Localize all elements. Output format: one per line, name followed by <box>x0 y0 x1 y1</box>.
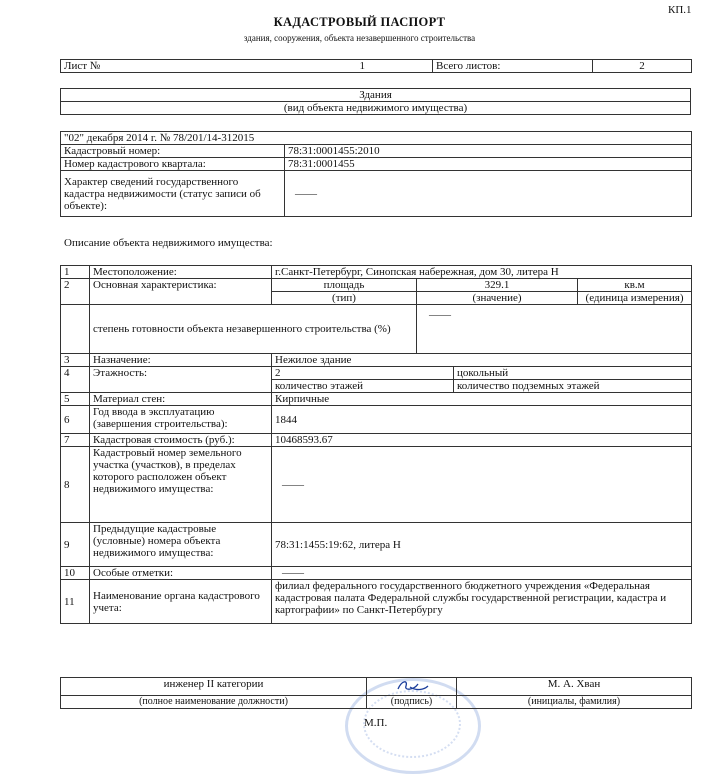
sheet-table <box>60 59 692 73</box>
row-4-underground-caption: количество подземных этажей <box>454 380 692 393</box>
header-info-table <box>60 131 692 217</box>
row-10-label: Особые отметки: <box>90 567 272 580</box>
signer-name: М. А. Хван <box>457 678 692 696</box>
date-line: "02" декабря 2014 г. № 78/201/14-312015 <box>61 132 692 145</box>
row-8-value: —— <box>272 447 692 523</box>
row-6-value: 1844 <box>272 406 692 434</box>
row-9-number: 9 <box>61 523 90 567</box>
row-2-type-caption: (тип) <box>272 292 417 305</box>
row-2-label: Основная характеристика: <box>90 279 272 305</box>
document-title: КАДАСТРОВЫЙ ПАСПОРТ <box>273 15 446 29</box>
row-1-value: г.Санкт-Петербург, Синопская набережная, дом 30, литера Н <box>272 266 692 279</box>
signer-position: инженер II категории <box>61 678 367 696</box>
cadastral-number: 78:31:0001455:2010 <box>285 145 692 158</box>
row-2-readiness-label: степень готовности объекта незавершенного строительства (%) <box>90 305 417 354</box>
row-2-unit-caption: (единица измерения) <box>578 292 692 305</box>
row-4-underground: цокольный <box>454 367 692 380</box>
row-5-value: Кирпичные <box>272 393 692 406</box>
sheet-label: Лист № <box>61 60 293 73</box>
row-9-label: Предыдущие кадастровые (условные) номера объекта недвижимого имущества: <box>90 523 272 567</box>
row-2-unit: кв.м <box>578 279 692 292</box>
row-2-value: 329.1 <box>417 279 578 292</box>
row-11-number: 11 <box>61 580 90 624</box>
sheet-total: 2 <box>593 60 692 73</box>
row-7-value: 10468593.67 <box>272 434 692 447</box>
document-subtitle: здания, сооружения, объекта незавершенного строительства <box>243 33 476 43</box>
row-2-readiness-value: —— <box>417 305 692 354</box>
row-10-value: —— <box>272 567 692 580</box>
row-4-floors: 2 <box>272 367 454 380</box>
sheet-number: 1 <box>293 60 433 73</box>
row-2-readiness-number <box>61 305 90 354</box>
quarter-label: Номер кадастрового квартала: <box>61 158 285 171</box>
row-11-value: филиал федерального государственного бюджетного учреждения «Федеральная кадастровая палата Федеральной службы государственной регистрации, кадастра и картографии» по Санкт-Петербургу <box>272 580 692 624</box>
status-label: Характер сведений государственного кадастра недвижимости (статус записи об объекте): <box>61 171 285 217</box>
row-3-value: Нежилое здание <box>272 354 692 367</box>
signature-mark <box>367 678 457 696</box>
row-11-label: Наименование органа кадастрового учета: <box>90 580 272 624</box>
row-5-number: 5 <box>61 393 90 406</box>
sheet-total-label: Всего листов: <box>433 60 593 73</box>
row-2-type: площадь <box>272 279 417 292</box>
row-6-number: 6 <box>61 406 90 434</box>
row-6-label: Год ввода в эксплуатацию (завершения строительства): <box>90 406 272 434</box>
signature-icon <box>392 678 432 692</box>
row-8-label: Кадастровый номер земельного участка (участков), в пределах которого расположен объект недвижимого имущества: <box>90 447 272 523</box>
row-2-number: 2 <box>61 279 90 305</box>
row-3-label: Назначение: <box>90 354 272 367</box>
description-heading: Описание объекта недвижимого имущества: <box>64 237 273 249</box>
signer-position-caption: (полное наименование должности) <box>61 696 367 709</box>
object-type-value: Здания <box>61 89 691 102</box>
row-1-label: Местоположение: <box>90 266 272 279</box>
row-5-label: Материал стен: <box>90 393 272 406</box>
row-1-number: 1 <box>61 266 90 279</box>
description-table <box>60 265 692 624</box>
row-2-value-caption: (значение) <box>417 292 578 305</box>
signature-table <box>60 677 692 709</box>
object-type-caption: (вид объекта недвижимого имущества) <box>61 102 691 115</box>
row-4-number: 4 <box>61 367 90 393</box>
object-type-table <box>60 88 691 115</box>
cadastral-number-label: Кадастровый номер: <box>61 145 285 158</box>
row-8-number: 8 <box>61 447 90 523</box>
stamp-label: М.П. <box>364 717 388 729</box>
row-10-number: 10 <box>61 567 90 580</box>
row-7-number: 7 <box>61 434 90 447</box>
quarter-number: 78:31:0001455 <box>285 158 692 171</box>
signer-name-caption: (инициалы, фамилия) <box>457 696 692 709</box>
row-7-label: Кадастровая стоимость (руб.): <box>90 434 272 447</box>
row-4-floors-caption: количество этажей <box>272 380 454 393</box>
row-3-number: 3 <box>61 354 90 367</box>
form-code: КП.1 <box>668 4 692 16</box>
signature-caption: (подпись) <box>367 696 457 709</box>
row-4-label: Этажность: <box>90 367 272 393</box>
status-value: —— <box>285 171 692 217</box>
row-9-value: 78:31:1455:19:62, литера Н <box>272 523 692 567</box>
